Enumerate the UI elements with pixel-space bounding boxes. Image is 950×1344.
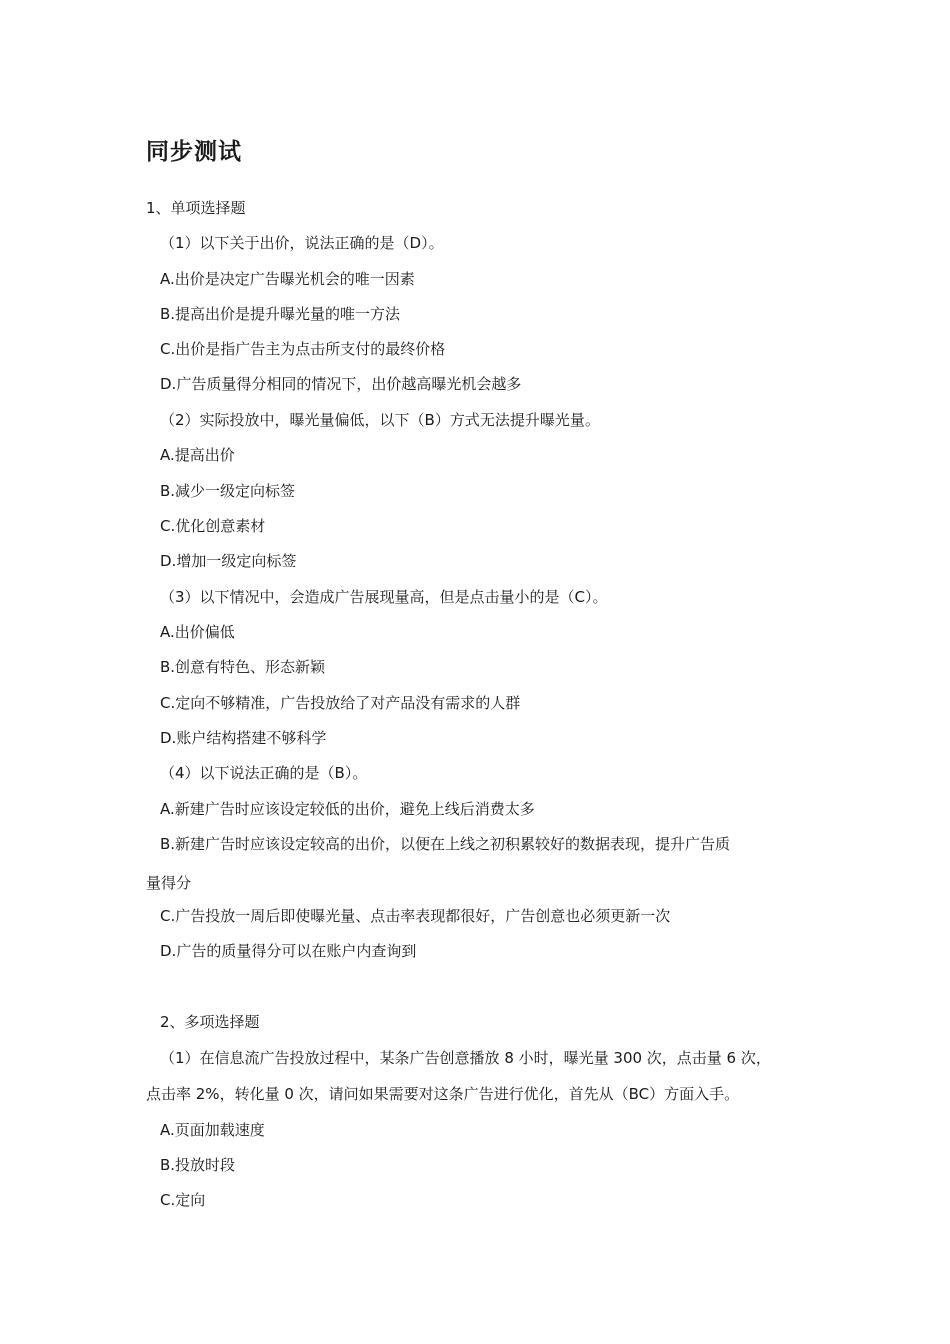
question-1-option-c: C.出价是指广告主为点击所支付的最终价格: [160, 340, 446, 358]
question-2-stem: （2）实际投放中，曝光量偏低，以下（B）方式无法提升曝光量。: [160, 411, 600, 429]
question-2-option-c: C.优化创意素材: [160, 517, 266, 535]
mc-question-1-stem-line2: 点击率 2%，转化量 0 次，请问如果需要对这条广告进行优化，首先从（BC）方面入手。: [146, 1085, 740, 1103]
question-4-option-a: A.新建广告时应该设定较低的出价，避免上线后消费太多: [160, 800, 535, 818]
question-2-option-b: B.减少一级定向标签: [160, 482, 296, 500]
question-1-option-d: D.广告质量得分相同的情况下，出价越高曝光机会越多: [160, 375, 522, 393]
question-3-option-a: A.出价偏低: [160, 623, 235, 641]
question-4-option-b-line2: 量得分: [146, 874, 192, 892]
question-3-option-d: D.账户结构搭建不够科学: [160, 729, 327, 747]
question-3-option-c: C.定向不够精准，广告投放给了对产品没有需求的人群: [160, 694, 521, 712]
question-2-option-a: A.提高出价: [160, 446, 235, 464]
section-heading-multiple-choice: 2、多项选择题: [160, 1013, 260, 1031]
question-4-option-c: C.广告投放一周后即使曝光量、点击率表现都很好，广告创意也必须更新一次: [160, 907, 671, 925]
question-4-stem: （4）以下说法正确的是（B）。: [160, 764, 368, 782]
question-1-option-b: B.提高出价是提升曝光量的唯一方法: [160, 305, 401, 323]
question-4-option-b-line1: B.新建广告时应该设定较高的出价，以便在上线之初积累较好的数据表现，提升广告质: [160, 835, 731, 853]
page-title: 同步测试: [146, 139, 242, 165]
mc-question-1-option-a: A.页面加载速度: [160, 1121, 265, 1139]
question-1-stem: （1）以下关于出价，说法正确的是（D）。: [160, 234, 444, 252]
question-2-option-d: D.增加一级定向标签: [160, 552, 297, 570]
mc-question-1-option-b: B.投放时段: [160, 1156, 236, 1174]
question-3-stem: （3）以下情况中，会造成广告展现量高，但是点击量小的是（C）。: [160, 588, 608, 606]
mc-question-1-option-c: C.定向: [160, 1191, 206, 1209]
question-4-option-d: D.广告的质量得分可以在账户内查询到: [160, 942, 417, 960]
question-1-option-a: A.出价是决定广告曝光机会的唯一因素: [160, 270, 415, 288]
section-heading-single-choice: 1、单项选择题: [146, 199, 246, 217]
mc-question-1-stem-line1: （1）在信息流广告投放过程中，某条广告创意播放 8 小时，曝光量 300 次，点击量 6 次，: [160, 1049, 771, 1067]
question-3-option-b: B.创意有特色、形态新颖: [160, 658, 326, 676]
